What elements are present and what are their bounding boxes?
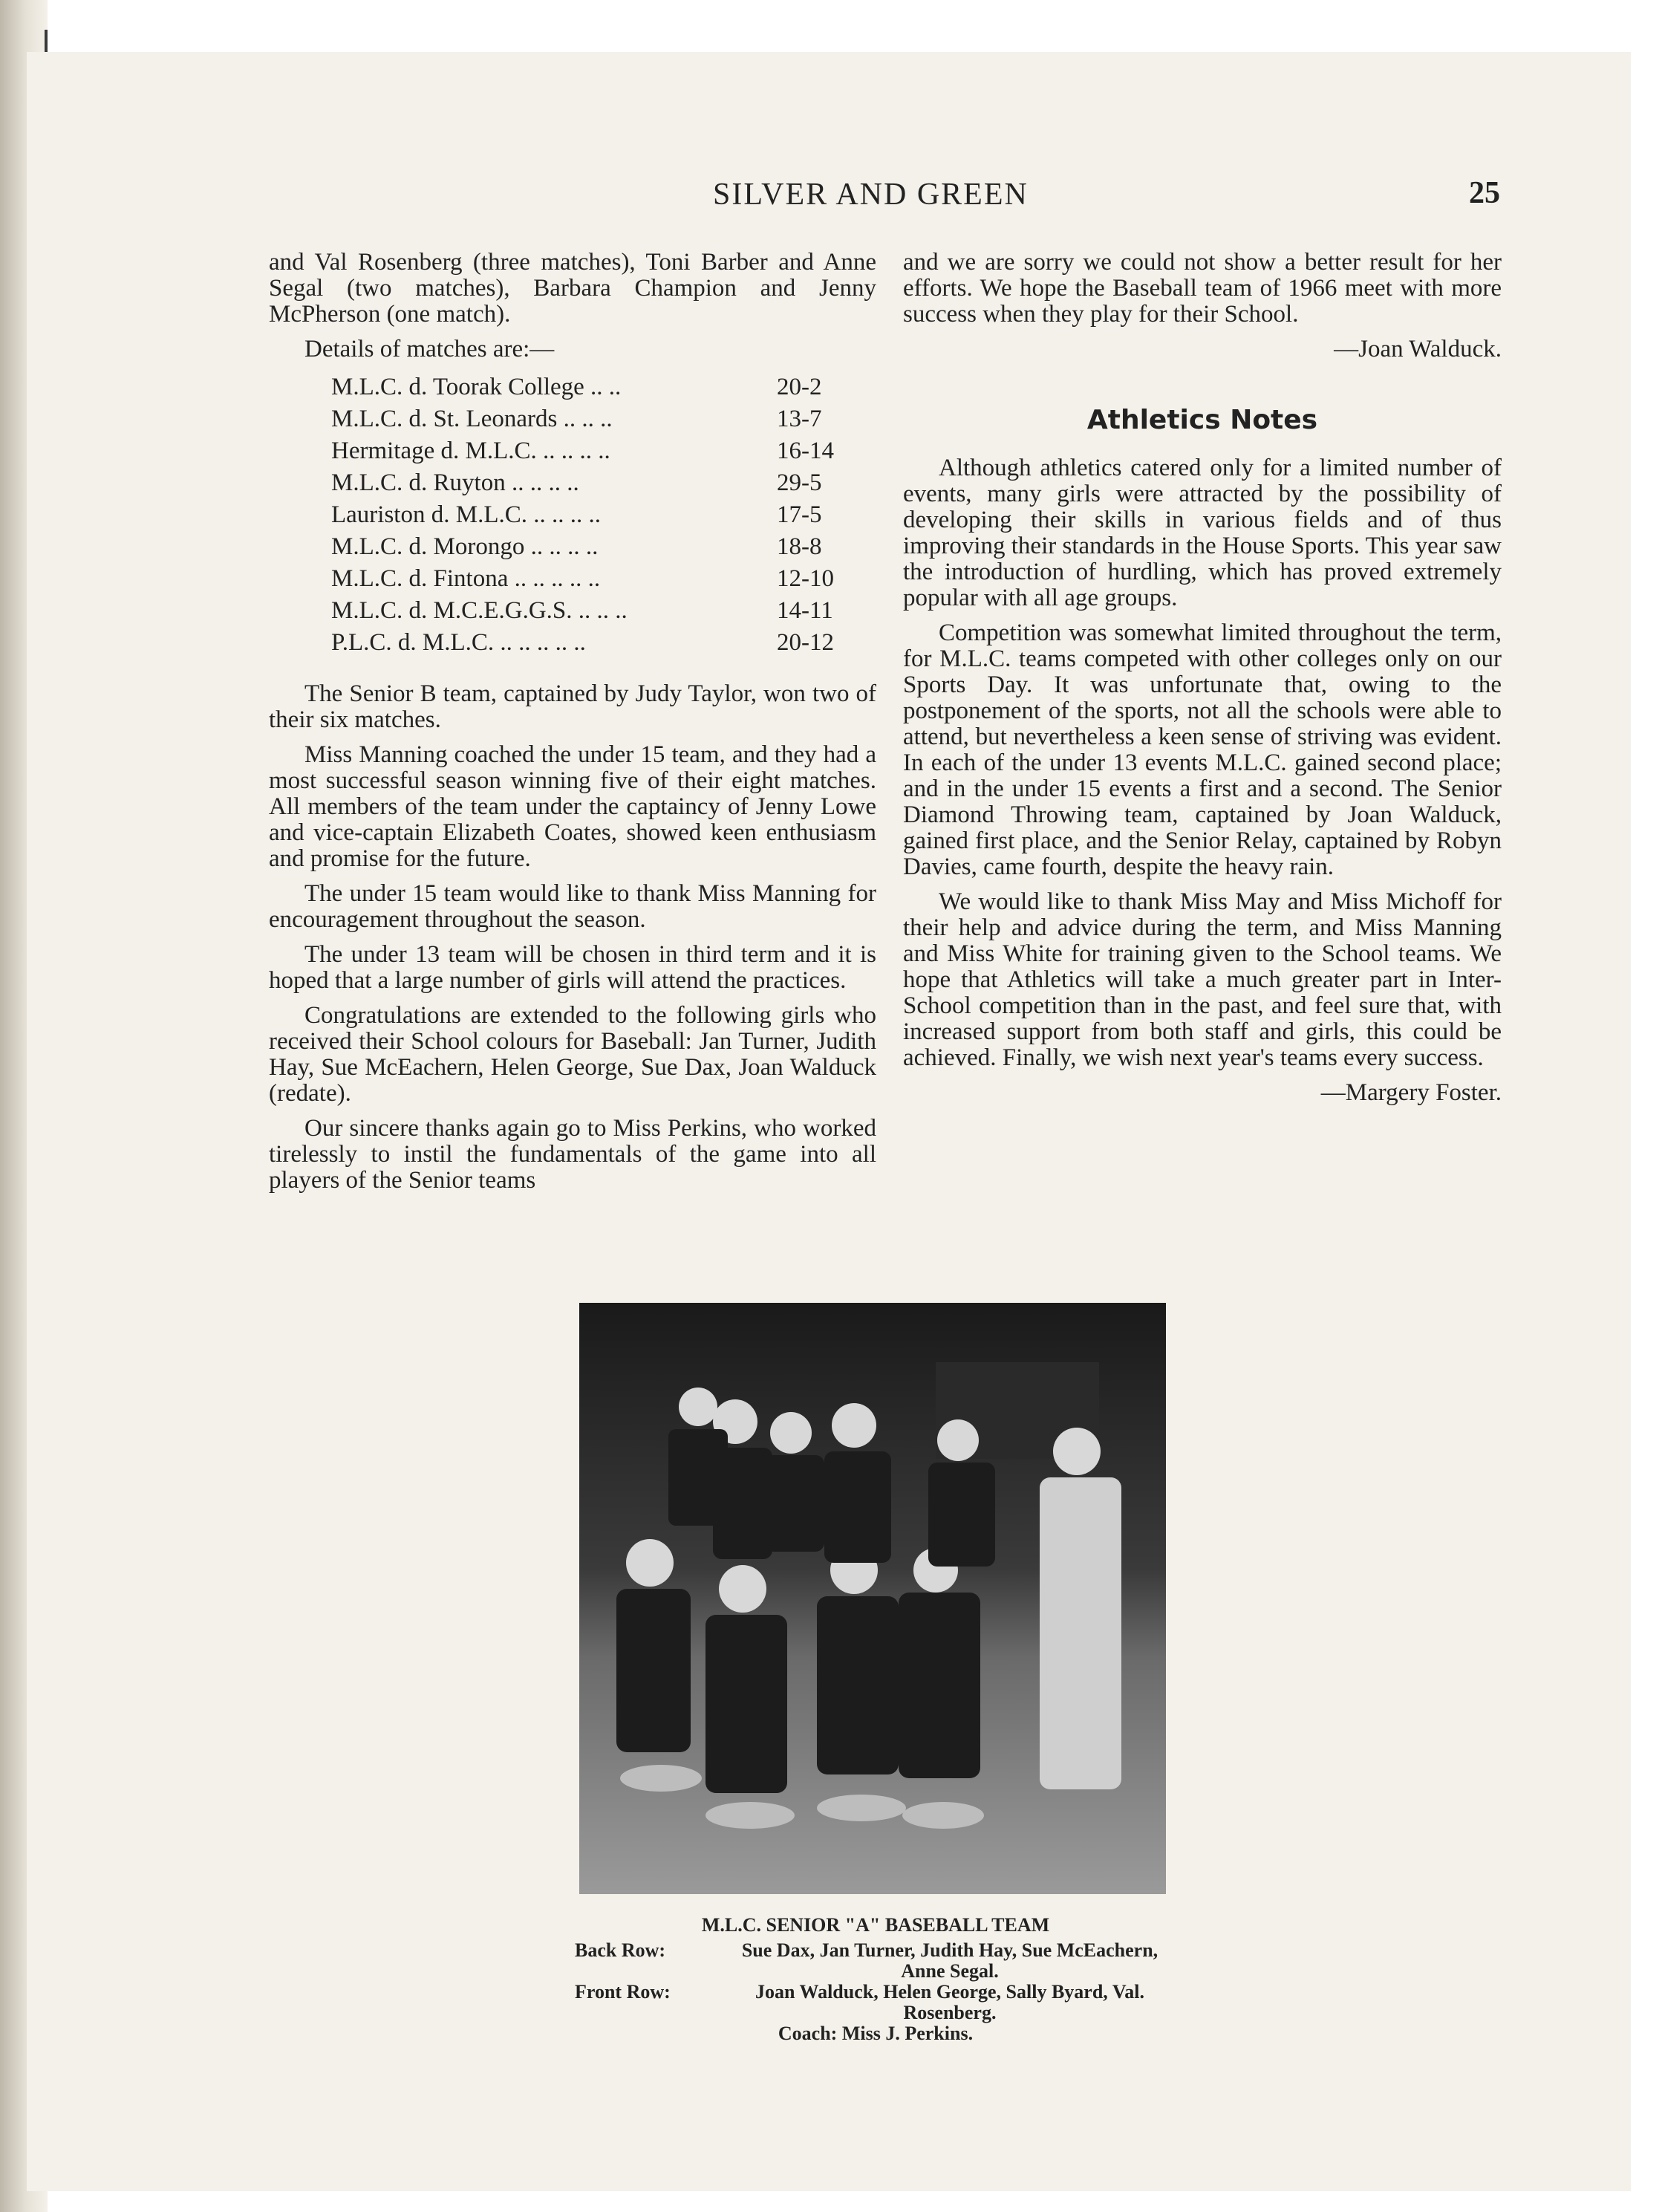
photo-caption: [575, 1915, 1176, 2044]
match-score: 18-8: [777, 533, 822, 560]
caption-title: M.L.C. SENIOR "A" BASEBALL TEAM: [701, 1914, 1050, 1936]
section-heading: Athletics Notes: [1086, 405, 1318, 435]
match-result: M.L.C. d. M.C.E.G.G.S. .. .. ..: [331, 597, 628, 624]
team-photo-illustration: [579, 1303, 1166, 1894]
match-row: [331, 371, 844, 403]
match-row: [331, 531, 844, 563]
match-score: 12-10: [777, 565, 834, 592]
author-signature: —Margery Foster.: [1320, 1079, 1502, 1106]
details-label: Details of matches are:—: [304, 336, 555, 362]
match-result: P.L.C. d. M.L.C. .. .. .. .. ..: [331, 629, 586, 656]
match-results-list: [331, 371, 844, 659]
author-signature: —Joan Walduck.: [1334, 336, 1502, 362]
match-result: M.L.C. d. Fintona .. .. .. .. ..: [331, 565, 601, 592]
match-score: 20-2: [777, 374, 822, 400]
caption-label: Back Row:: [575, 1939, 666, 1961]
match-score: 29-5: [777, 469, 822, 496]
caption-back-row: [575, 1940, 1176, 1982]
match-row: [331, 403, 844, 435]
team-photograph: [579, 1303, 1166, 1894]
match-row: [331, 563, 844, 595]
match-result: M.L.C. d. Ruyton .. .. .. ..: [331, 469, 579, 496]
match-row: [331, 499, 844, 531]
caption-front-row: [575, 1982, 1176, 2023]
paragraph: Congratulations are extended to the following girls who received their School colours for Baseball: Jan Turner, Judith Hay, Sue McEachern, Helen George, Sue Dax, Joan Walduck (redate).: [269, 1002, 876, 1107]
match-result: M.L.C. d. Morongo .. .. .. ..: [331, 533, 599, 560]
match-row: [331, 595, 844, 627]
page-number: 25: [1469, 176, 1500, 210]
paragraph: Competition was somewhat limited throughout the term, for M.L.C. teams competed with other colleges only on our Sports Day. It was unfortunate that, owing to the postponement of the sports, not all the schools were able to attend, but nevertheless a keen sense of striving was evident. In each of the under 13 events M.L.C. gained second place; and in the under 15 events a first and a second. The Senior Diamond Throwing team, captained by Joan Walduck, gained first place, and the Senior Relay, captained by Robyn Davies, came fourth, despite the heavy rain.: [903, 619, 1502, 880]
match-row: [331, 627, 844, 659]
match-result: M.L.C. d. St. Leonards .. .. ..: [331, 406, 613, 432]
caption-label: Front Row:: [575, 1981, 671, 2003]
paragraph: and we are sorry we could not show a better result for her efforts. We hope the Baseball team of 1966 meet with more success when they play for their School.: [903, 249, 1502, 328]
match-score: 17-5: [777, 501, 822, 528]
match-result: Hermitage d. M.L.C. .. .. .. ..: [331, 437, 610, 464]
match-score: 14-11: [777, 597, 833, 624]
match-result: Lauriston d. M.L.C. .. .. .. ..: [331, 501, 601, 528]
running-head: SILVER AND GREEN: [713, 178, 1029, 212]
caption-coach: Coach: Miss J. Perkins.: [778, 2023, 974, 2044]
match-row: [331, 435, 844, 467]
right-column: [903, 250, 1502, 1115]
paragraph: We would like to thank Miss May and Miss Michoff for their help and advice during the term, and Miss Manning and Miss White for training given to the School teams. We hope that Athletics will take a much greater part in Inter-School competition than in the past, and feel sure that, with increased support from both staff and girls, this could be achieved. Finally, we wish next year's teams every success.: [903, 888, 1502, 1071]
match-score: 16-14: [777, 437, 834, 464]
paragraph: The under 13 team will be chosen in third term and it is hoped that a large number of girls will attend the practices.: [269, 941, 876, 994]
match-row: [331, 467, 844, 499]
left-column: [269, 250, 876, 1203]
caption-names: Sue Dax, Jan Turner, Judith Hay, Sue McEachern, Anne Segal.: [741, 1939, 1158, 1982]
match-score: 20-12: [777, 629, 834, 656]
paragraph: Although athletics catered only for a limited number of events, many girls were attracted by the possibility of developing their skills in various fields and of thus improving their standards in the House Sports. This year saw the introduction of hurdling, which has proved extremely popular with all age groups.: [903, 455, 1502, 611]
match-result: M.L.C. d. Toorak College .. ..: [331, 374, 622, 400]
paragraph: The Senior B team, captained by Judy Taylor, won two of their six matches.: [269, 680, 876, 733]
paragraph: Our sincere thanks again go to Miss Perkins, who worked tirelessly to instil the fundamentals of the game into all players of the Senior teams: [269, 1115, 876, 1194]
paragraph: Miss Manning coached the under 15 team, and they had a most successful season winning five of their eight matches. All members of the team under the captaincy of Jenny Lowe and vice-captain Elizabeth Coates, showed keen enthusiasm and promise for the future.: [269, 741, 876, 872]
match-score: 13-7: [777, 406, 822, 432]
paragraph: The under 15 team would like to thank Miss Manning for encouragement throughout the season.: [269, 880, 876, 933]
paragraph: and Val Rosenberg (three matches), Toni Barber and Anne Segal (two matches), Barbara Champion and Jenny McPherson (one match).: [269, 249, 876, 328]
caption-names: Joan Walduck, Helen George, Sally Byard, Val. Rosenberg.: [755, 1981, 1144, 2023]
